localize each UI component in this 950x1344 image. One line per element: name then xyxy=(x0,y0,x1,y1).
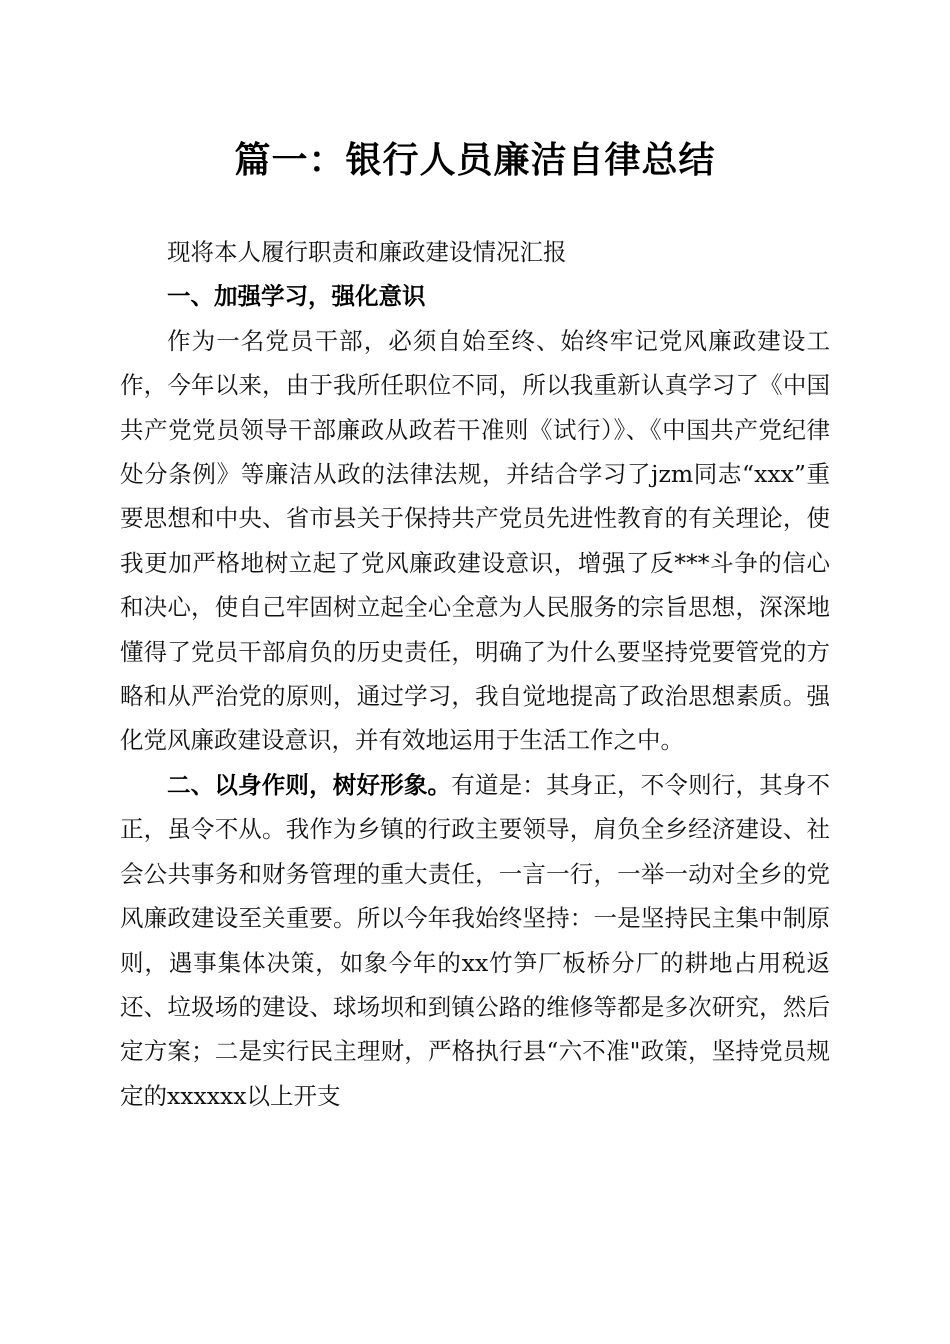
section-2-paragraph xyxy=(120,763,830,1118)
document-body xyxy=(120,230,830,1118)
section-1-heading: 一、加强学习，强化意识 xyxy=(167,282,426,311)
intro-paragraph: 现将本人履行职责和廉政建设情况汇报 xyxy=(167,238,567,266)
section-2-heading: 二、以身作则，树好形象。 xyxy=(167,770,452,799)
document-title: 篇一：银行人员廉洁自律总结 xyxy=(234,139,716,181)
section-1-paragraph: 作为一名党员干部，必须自始至终、始终牢记党风廉政建设工作，今年以来，由于我所任职位不同，所以我重新认真学习了《中国共产党党员领导干部廉政从政若干准则《试行）》、《中国共产党纪律处分条例》等廉洁从政的法律法规，并结合学习了jzm同志“xxx”重要思想和中央、省市县关于保持共产党员先进性教育的有关理论，使我更加严格地树立起了党风廉政建设意识，增强了反***斗争的信心和决心，使自己牢固树立起全心全意为人民服务的宗旨思想，深深地懂得了党员干部肩负的历史责任，明确了为什么要坚持党要管党的方略和从严治党的原则，通过学习，我自觉地提高了政治思想素质。强化党风廉政建设意识，并有效地运用于生活工作之中。 xyxy=(120,326,830,755)
section-2-body: 有道是：其身正，不令则行，其身不正，虽令不从。我作为乡镇的行政主要领导，肩负全乡经济建设、社会公共事务和财务管理的重大责任，一言一行，一举一动对全乡的党风廉政建设至关重要。所以今年我始终坚持：一是坚持民主集中制原则，遇事集体决策，如象今年的xx竹笋厂板桥分厂的耕地占用税返还、垃圾场的建设、球场坝和到镇公路的维修等都是多次研究，然后定方案；二是实行民主理财，严格执行县“六不准"政策，坚持党员规定的xxxxxx以上开支 xyxy=(120,770,831,1110)
